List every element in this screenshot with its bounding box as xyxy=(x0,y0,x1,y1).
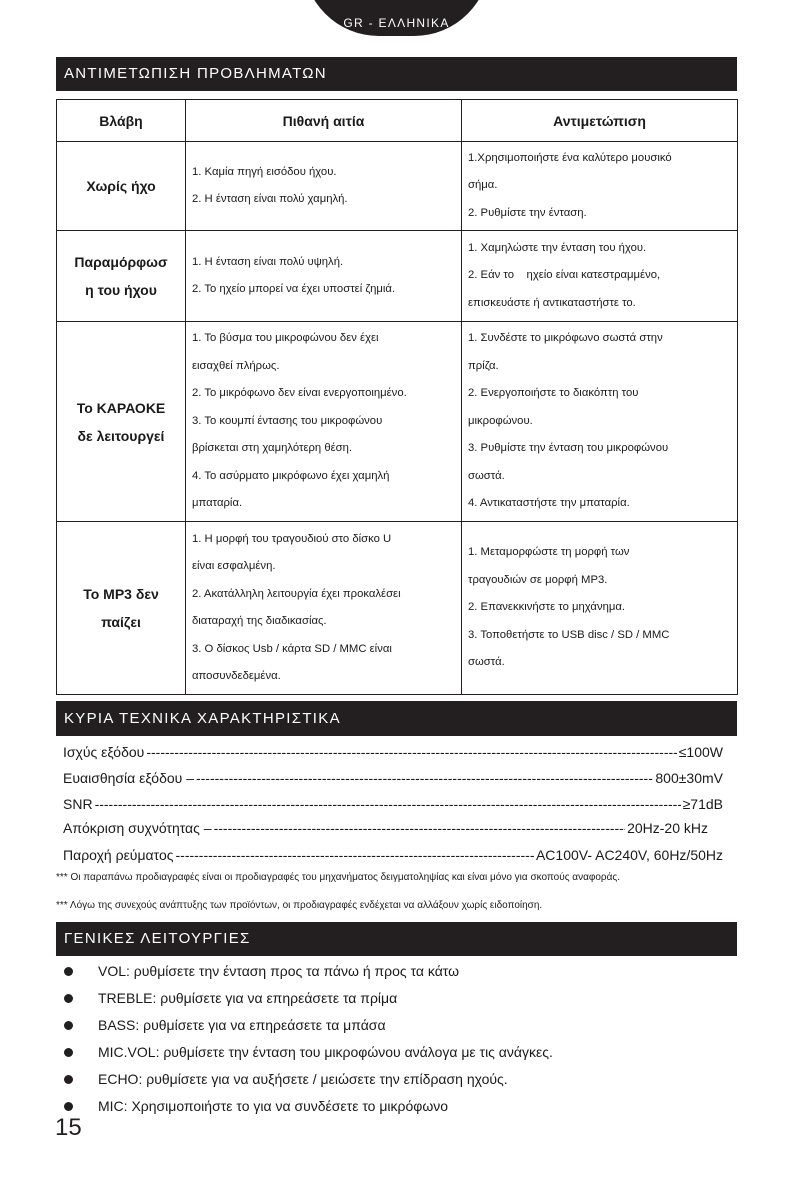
spec-row-sensitivity xyxy=(63,768,723,788)
cause-line: 3. Το κουμπί έντασης του μικροφώνου xyxy=(192,414,383,427)
fault-cell xyxy=(57,231,186,322)
list-item: TREBLE: ρυθμίσετε για να επηρεάσετε τα πρίμα xyxy=(56,985,737,1012)
column-header-remedy: Αντιμετώπιση xyxy=(462,100,738,142)
cause-line: 2. Το μικρόφωνο δεν είναι ενεργοποιημένο. xyxy=(192,387,407,400)
cause-cell xyxy=(186,142,462,231)
cause-line: διαταραχή της διαδικασίας. xyxy=(192,615,327,627)
page-number: 15 xyxy=(55,1114,82,1141)
remedy-cell xyxy=(462,322,738,522)
spec-value: 800±30mV xyxy=(655,770,723,786)
remedy-line: 3. Τοποθετήστε το USB disc / SD / MMC xyxy=(468,628,670,641)
cause-line: είναι εσφαλμένη. xyxy=(192,560,276,572)
list-item: ECHO: ρυθμίσετε για να αυξήσετε / μειώσετε την επίδραση ηχούς. xyxy=(56,1066,737,1093)
fault-line: Το MP3 δεν xyxy=(83,586,159,602)
remedy-line: 2. Εάν το ηχείο είναι κατεστραμμένο, xyxy=(468,269,661,282)
spec-label: Ευαισθησία εξόδου – xyxy=(63,770,194,786)
spec-value: 20Hz-20 kHz xyxy=(627,820,708,836)
list-item: BASS: ρυθμίσετε για να επηρεάσετε τα μπάσα xyxy=(56,1012,737,1039)
leader-dots xyxy=(176,845,534,865)
functions-list xyxy=(56,958,737,1120)
remedy-cell xyxy=(462,231,738,322)
spec-note-reference: *** Οι παραπάνω προδιαγραφές είναι οι προδιαγραφές του μηχανήματος δειγματοληψίας και είναι μόνο για σκοπούς αναφοράς. xyxy=(56,872,620,883)
specs-heading: ΚΥΡΙΑ ΤΕΧΝΙΚΑ ΧΑΡΑΚΤΗΡΙΣΤΙΚΑ xyxy=(56,701,737,736)
remedy-line: 2. Επανεκκινήστε το μηχάνημα. xyxy=(468,601,626,614)
cause-line: 1. Το βύσμα του μικροφώνου δεν έχει xyxy=(192,332,379,345)
fault-line: Χωρίς ήχο xyxy=(86,178,156,194)
spec-row-frequency-response xyxy=(63,818,708,838)
fault-line: Το ΚΑΡΑΟΚΕ xyxy=(76,399,166,416)
cause-line: 4. Το ασύρματο μικρόφωνο έχει χαμηλή xyxy=(192,469,390,482)
troubleshooting-table xyxy=(56,99,738,695)
remedy-cell xyxy=(462,522,738,695)
remedy-line: τραγουδιών σε μορφή MP3. xyxy=(468,573,608,586)
language-label: GR - ΕΛΛΗΝΙΚΑ xyxy=(343,16,450,30)
leader-dots xyxy=(146,742,676,762)
cause-line: βρίσκεται στη χαμηλότερη θέση. xyxy=(192,442,353,455)
remedy-line: πρίζα. xyxy=(468,359,499,372)
leader-dots xyxy=(214,818,626,838)
remedy-line: 1. Χαμηλώστε την ένταση του ήχου. xyxy=(468,241,647,254)
remedy-line: 1.Χρησιμοποιήστε ένα καλύτερο μουσικό xyxy=(468,151,672,164)
fault-line: παίζει xyxy=(101,614,141,630)
cause-cell xyxy=(186,322,462,522)
cause-line: 1. Η μορφή του τραγουδιού στο δίσκο U xyxy=(192,532,392,545)
spec-label: Απόκριση συχνότητας – xyxy=(63,820,212,836)
spec-label: Ισχύς εξόδου xyxy=(63,744,145,760)
column-header-fault: Βλάβη xyxy=(57,100,186,142)
remedy-line: 4. Αντικαταστήστε την μπαταρία. xyxy=(468,497,630,510)
cause-line: 2. Το ηχείο μπορεί να έχει υποστεί ζημιά. xyxy=(192,283,396,295)
remedy-line: 3. Ρυθμίστε την ένταση του μικροφώνου xyxy=(468,442,669,455)
fault-cell xyxy=(57,522,186,695)
cause-line: αποσυνδεδεμένα. xyxy=(192,670,281,682)
column-header-cause: Πιθανή αιτία xyxy=(186,100,462,142)
table-header-row xyxy=(57,100,738,142)
table-row xyxy=(57,142,738,231)
cause-line: 1. Καμία πηγή εισόδου ήχου. xyxy=(192,165,337,178)
leader-dots xyxy=(196,768,653,788)
remedy-line: σωστά. xyxy=(468,469,505,482)
spec-value: ≥71dB xyxy=(682,796,723,812)
list-item: MIC: Χρησιμοποιήστε το για να συνδέσετε το μικρόφωνο xyxy=(56,1093,737,1120)
table-row xyxy=(57,322,738,522)
remedy-line: σήμα. xyxy=(468,179,498,192)
spec-value: AC100V- AC240V, 60Hz/50Hz xyxy=(535,847,723,863)
cause-line: 2. Η ένταση είναι πολύ χαμηλή. xyxy=(192,193,348,205)
spec-note-change: *** Λόγω της συνεχούς ανάπτυξης των προϊόντων, οι προδιαγραφές ενδέχεται να αλλάξουν χωρίς ειδοποίηση. xyxy=(56,900,543,911)
fault-cell xyxy=(57,142,186,231)
remedy-line: μικροφώνου. xyxy=(468,414,533,427)
remedy-cell xyxy=(462,142,738,231)
fault-line: δε λειτουργεί xyxy=(77,427,165,444)
spec-row-output-power xyxy=(63,742,723,762)
troubleshooting-heading: ΑΝΤΙΜΕΤΩΠΙΣΗ ΠΡΟΒΛΗΜΑΤΩΝ xyxy=(56,57,737,91)
functions-heading: ΓΕΝΙΚΕΣ ΛΕΙΤΟΥΡΓΙΕΣ xyxy=(56,922,737,956)
leader-dots xyxy=(95,794,681,814)
cause-line: 3. Ο δίσκος Usb / κάρτα SD / MMC είναι xyxy=(192,642,392,655)
spec-label: SNR xyxy=(63,796,93,812)
remedy-line: 2. Ρυθμίστε την ένταση. xyxy=(468,206,587,219)
list-item: VOL: ρυθμίσετε την ένταση προς τα πάνω ή προς τα κάτω xyxy=(56,958,737,985)
cause-cell xyxy=(186,231,462,322)
cause-line: 2. Ακατάλληλη λειτουργία έχει προκαλέσει xyxy=(192,587,401,600)
table-row xyxy=(57,231,738,322)
spec-value: ≤100W xyxy=(678,744,723,760)
remedy-line: 1. Συνδέστε το μικρόφωνο σωστά στην xyxy=(468,332,663,345)
cause-line: εισαχθεί πλήρως. xyxy=(192,359,280,372)
remedy-line: 2. Ενεργοποιήστε το διακόπτη του xyxy=(468,387,639,400)
remedy-line: επισκευάστε ή αντικαταστήστε το. xyxy=(468,296,636,309)
remedy-line: 1. Μεταμορφώστε τη μορφή των xyxy=(468,546,630,559)
fault-cell xyxy=(57,322,186,522)
spec-row-power-supply xyxy=(63,845,723,865)
fault-line: η του ήχου xyxy=(85,282,157,298)
spec-label: Παροχή ρεύματος xyxy=(63,847,174,863)
cause-cell xyxy=(186,522,462,695)
cause-line: 1. Η ένταση είναι πολύ υψηλή. xyxy=(192,255,344,268)
language-tab xyxy=(303,0,490,36)
spec-row-snr xyxy=(63,794,723,814)
table-row xyxy=(57,522,738,695)
fault-line: Παραμόρφωσ xyxy=(74,254,168,270)
list-item: MIC.VOL: ρυθμίσετε την ένταση του μικροφώνου ανάλογα με τις ανάγκες. xyxy=(56,1039,737,1066)
cause-line: μπαταρία. xyxy=(192,497,243,510)
remedy-line: σωστά. xyxy=(468,656,505,669)
